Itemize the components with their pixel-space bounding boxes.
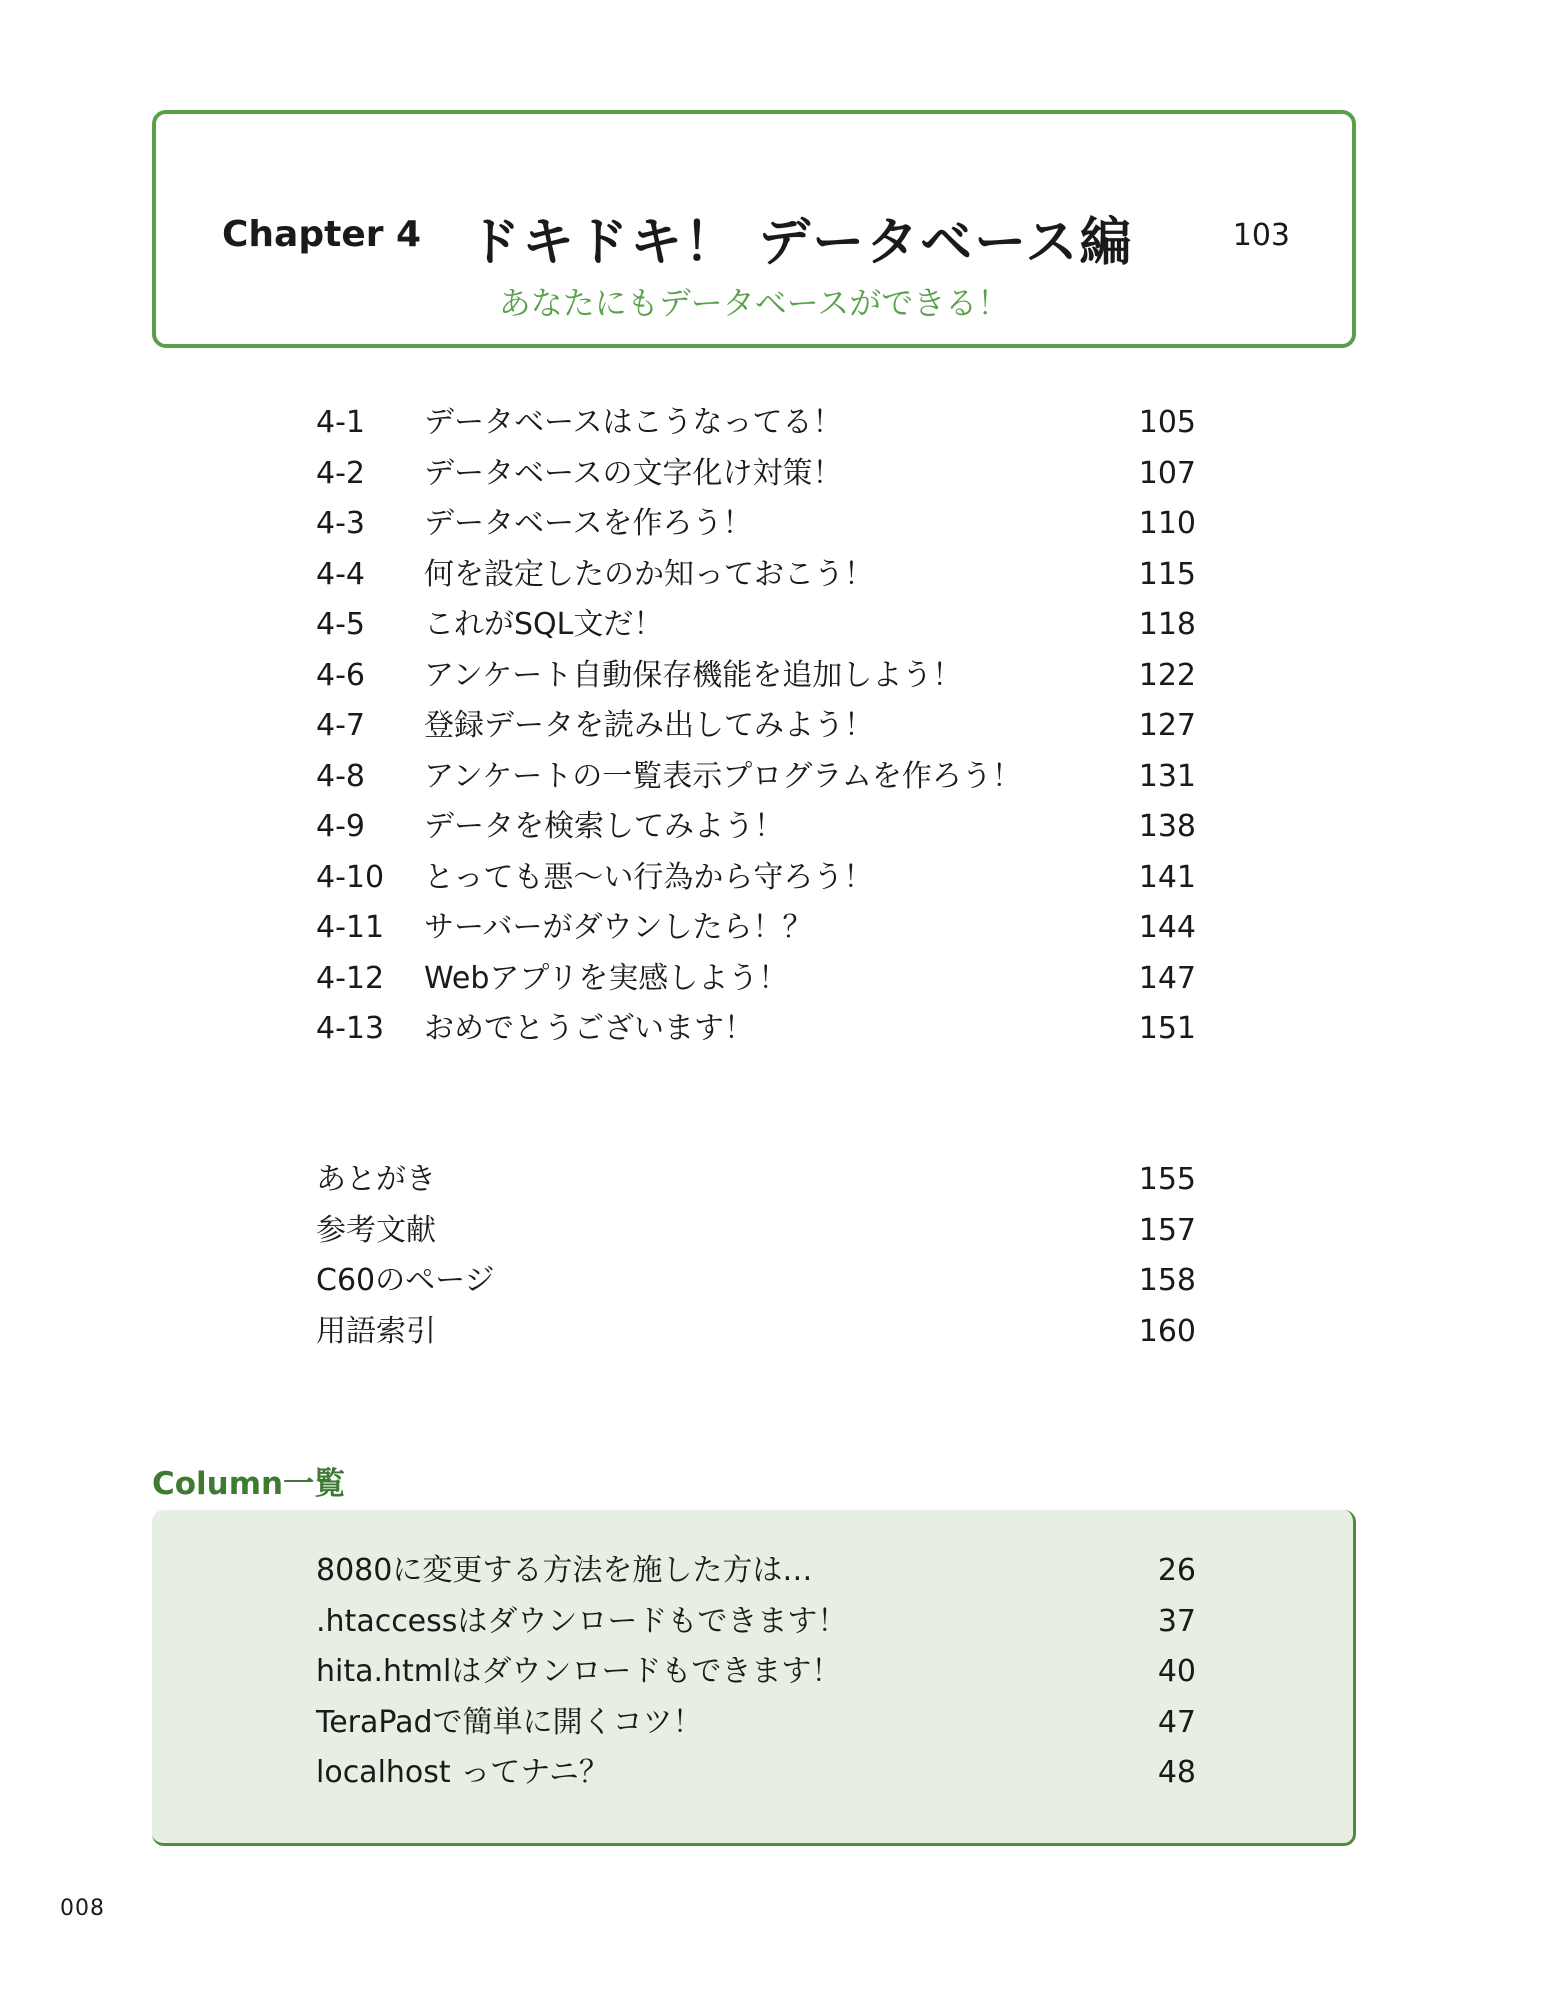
section-list	[316, 398, 1196, 1055]
toc-entry[interactable]	[316, 600, 1196, 651]
back-matter-page: 155	[1138, 1162, 1196, 1197]
column-entry[interactable]	[316, 1748, 1196, 1799]
toc-entry-number: 4-3	[316, 506, 365, 541]
toc-entry[interactable]	[316, 853, 1196, 904]
toc-entry-title: Webアプリを実感しよう！	[424, 960, 789, 996]
toc-entry-number: 4-7	[316, 708, 365, 743]
toc-entry-number: 4-2	[316, 455, 365, 491]
toc-entry-number: 4-13	[316, 1011, 385, 1046]
toc-entry[interactable]	[316, 752, 1196, 803]
toc-entry-page: 138	[1138, 809, 1196, 844]
toc-entry-title: データベースの文字化け対策！	[424, 455, 843, 491]
toc-entry-page: 107	[1138, 455, 1196, 491]
page-folio: 008	[60, 1896, 105, 1921]
toc-entry-page: 131	[1138, 758, 1196, 794]
back-matter-page: 157	[1138, 1212, 1196, 1248]
back-matter-title: 参考文献	[316, 1212, 436, 1248]
column-entry-page: 40	[1157, 1654, 1196, 1689]
toc-entry[interactable]	[316, 802, 1196, 853]
toc-entry-number: 4-1	[316, 405, 365, 440]
column-list	[316, 1546, 1196, 1799]
toc-entry[interactable]	[316, 651, 1196, 702]
column-list-box	[152, 1510, 1356, 1846]
back-matter-entry[interactable]	[316, 1256, 1196, 1307]
toc-entry[interactable]	[316, 499, 1196, 550]
column-entry-page: 37	[1157, 1603, 1196, 1639]
toc-entry-number: 4-11	[316, 910, 385, 945]
toc-entry-page: 115	[1138, 556, 1196, 592]
toc-entry-number: 4-5	[316, 607, 365, 642]
column-entry-title: .htaccessはダウンロードもできます！	[316, 1603, 848, 1639]
toc-entry-page: 141	[1138, 859, 1196, 895]
toc-entry-number: 4-10	[316, 859, 385, 895]
toc-entry-number: 4-6	[316, 657, 365, 693]
toc-entry-title: データベースはこうなってる！	[424, 405, 843, 440]
column-entry[interactable]	[316, 1698, 1196, 1749]
column-list-heading: Column一覧	[152, 1466, 346, 1502]
toc-entry[interactable]	[316, 1004, 1196, 1055]
toc-entry-title: おめでとうございます！	[424, 1011, 754, 1046]
toc-entry-title: アンケート自動保存機能を追加しよう！	[424, 657, 963, 693]
toc-entry-title: アンケートの一覧表示プログラムを作ろう！	[424, 758, 1022, 794]
column-entry[interactable]	[316, 1647, 1196, 1698]
column-entry-title: hita.htmlはダウンロードもできます！	[316, 1654, 842, 1689]
column-entry-page: 26	[1157, 1553, 1196, 1588]
column-entry-title: TeraPadで簡単に開くコツ！	[316, 1704, 703, 1740]
column-entry-title: 8080に変更する方法を施した方は…	[316, 1553, 813, 1588]
back-matter-entry[interactable]	[316, 1155, 1196, 1206]
toc-entry-page: 151	[1138, 1011, 1196, 1046]
toc-entry-page: 127	[1138, 708, 1196, 743]
toc-entry-page: 105	[1138, 405, 1196, 440]
toc-entry[interactable]	[316, 449, 1196, 500]
back-matter-title: C60のページ	[316, 1263, 495, 1298]
toc-entry[interactable]	[316, 550, 1196, 601]
toc-entry-page: 110	[1138, 506, 1196, 541]
chapter-title: ドキドキ！ データベース編	[468, 213, 1134, 273]
toc-entry-page: 118	[1138, 607, 1196, 642]
back-matter-title: あとがき	[316, 1162, 436, 1197]
toc-entry-title: 登録データを読み出してみよう！	[424, 708, 874, 743]
toc-entry-title: これがSQL文だ！	[424, 607, 664, 642]
back-matter-entry[interactable]	[316, 1307, 1196, 1358]
toc-entry-page: 147	[1138, 960, 1196, 996]
chapter-subtitle: あなたにもデータベースができる！	[498, 284, 1010, 322]
toc-entry-title: とっても悪〜い行為から守ろう！	[424, 859, 874, 895]
toc-entry-number: 4-9	[316, 809, 365, 844]
back-matter-entry[interactable]	[316, 1206, 1196, 1257]
toc-entry-number: 4-4	[316, 556, 365, 592]
column-entry-page: 47	[1157, 1704, 1196, 1740]
toc-entry-title: 何を設定したのか知っておこう！	[424, 556, 874, 592]
chapter-label: Chapter 4	[222, 214, 422, 255]
toc-entry[interactable]	[316, 954, 1196, 1005]
column-entry[interactable]	[316, 1546, 1196, 1597]
toc-entry-number: 4-12	[316, 960, 385, 996]
toc-entry[interactable]	[316, 398, 1196, 449]
chapter-page-number: 103	[1232, 218, 1290, 253]
toc-entry-number: 4-8	[316, 758, 365, 794]
toc-entry[interactable]	[316, 903, 1196, 954]
chapter-header-box	[152, 110, 1356, 348]
toc-entry-title: データベースを作ろう！	[424, 506, 753, 541]
toc-entry-title: データを検索してみよう！	[424, 809, 784, 844]
column-entry-page: 48	[1157, 1755, 1196, 1790]
back-matter-page: 160	[1138, 1313, 1196, 1349]
toc-entry-page: 122	[1138, 657, 1196, 693]
toc-entry-title: サーバーがダウンしたら！？	[424, 910, 813, 945]
toc-entry[interactable]	[316, 701, 1196, 752]
column-entry[interactable]	[316, 1597, 1196, 1648]
back-matter-list	[316, 1155, 1196, 1357]
back-matter-title: 用語索引	[316, 1313, 436, 1349]
back-matter-page: 158	[1138, 1263, 1196, 1298]
column-entry-title: localhost ってナニ？	[316, 1755, 609, 1790]
toc-entry-page: 144	[1138, 910, 1196, 945]
